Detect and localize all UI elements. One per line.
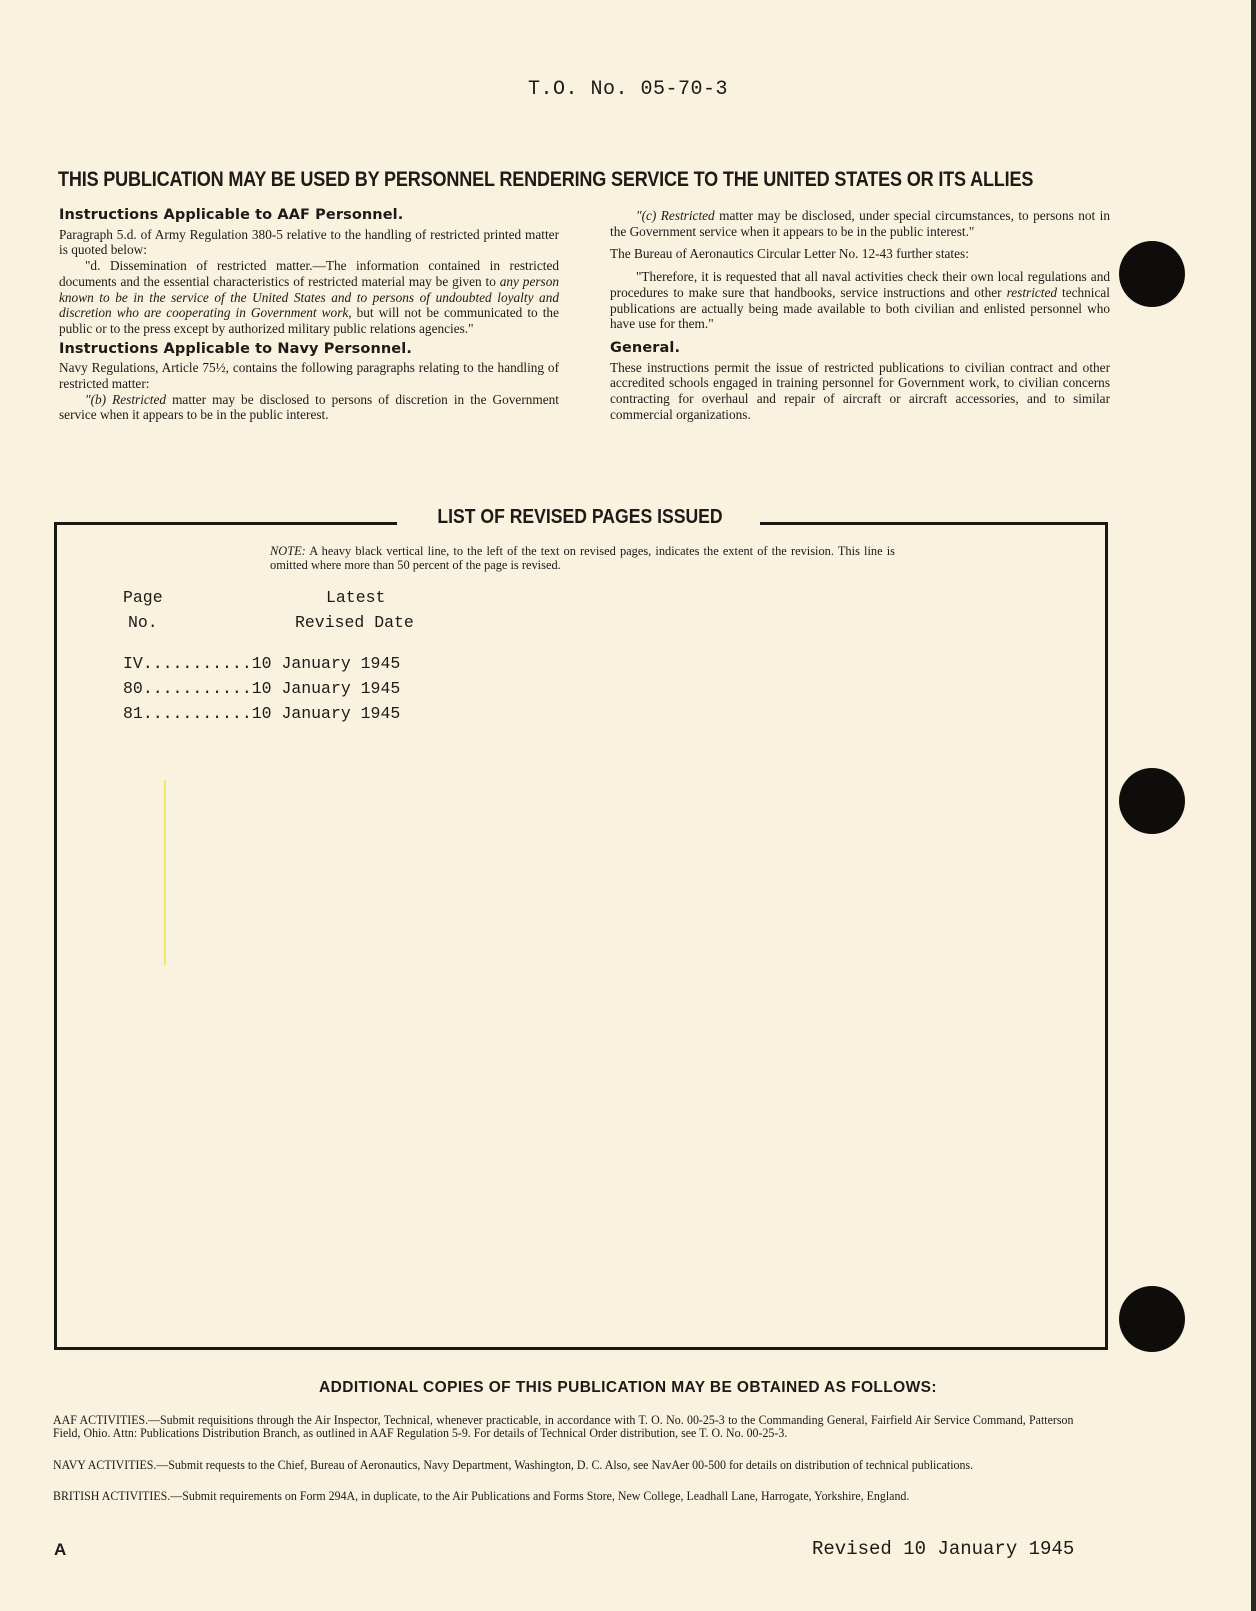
general-paragraph: These instructions permit the issue of restricted publications to civilian contract and other accredited schools engaged in training personnel for Government work, to civilian concerns contracting for overhaul and repair of aircraft or aircraft accessories, and to similar commercial organizations.	[610, 359, 1110, 422]
left-column	[59, 208, 559, 423]
page-number: IV	[123, 654, 143, 673]
bureau-quote-text: "Therefore, it is requested that all naval activities check their own local regulations and procedures to make sure that handbooks, service instructions and other	[610, 269, 1110, 300]
page-letter: A	[54, 1540, 67, 1559]
general-heading: General.	[610, 339, 681, 356]
revised-pages-rows	[123, 654, 400, 729]
revised-date: 10 January 1945	[251, 679, 401, 698]
technical-order-number: T.O. No. 05-70-3	[527, 78, 729, 101]
col-header-page: Page	[123, 588, 163, 607]
dot-leader: ...........	[142, 679, 252, 698]
aaf-instructions-heading: Instructions Applicable to AAF Personnel.	[59, 207, 404, 223]
navy-c-text: matter may be disclosed, under special circumstances, to persons not in the Government service when it appears to be in the public interest."	[610, 208, 1110, 239]
navy-b-label: "(b) Restricted	[85, 391, 167, 407]
page-edge-shadow	[1251, 0, 1256, 1611]
note-label: NOTE:	[270, 544, 306, 558]
navy-activities-paragraph: NAVY ACTIVITIES.—Submit requests to the Chief, Bureau of Aeronautics, Navy Department, Washington, D. C. Also, see NavAer 00-500 for details on distribution of technical publications.	[53, 1458, 974, 1472]
navy-instructions-heading: Instructions Applicable to Navy Personnel.	[59, 340, 412, 357]
revision-date-footer: Revised 10 January 1945	[812, 1538, 1075, 1560]
page-number: 81	[123, 704, 143, 723]
bureau-quote-text-end: technical publications are actually being made available to both civilian and enlisted personnel who have use for them."	[610, 284, 1111, 332]
navy-b-text: matter may be disclosed to persons of discretion in the Government service when it appears to be in the public interest.	[59, 391, 559, 423]
british-activities-paragraph: BRITISH ACTIVITIES.—Submit requirements on Form 294A, in duplicate, to the Air Publications and Forms Store, New College, Leadhall Lane, Harrogate, Yorkshire, England.	[53, 1489, 910, 1503]
revised-date: 10 January 1945	[251, 654, 401, 673]
binder-hole-icon	[1119, 1286, 1185, 1352]
col-header-revised-date: Revised Date	[295, 613, 414, 632]
table-row	[123, 704, 400, 729]
col-header-latest: Latest	[326, 588, 386, 607]
revised-pages-title: LIST OF REVISED PAGES ISSUED	[437, 506, 723, 528]
page-number: 80	[123, 679, 143, 698]
aaf-activities-paragraph: AAF ACTIVITIES.—Submit requisitions through the Air Inspector, Technical, whenever practicable, in accordance with T. O. No. 00-25-3 to the Commanding General, Fairfield Air Service Command, Patterson Field, Ohio. Attn: Publications Distribution Branch, as outlined in AAF Regulation 5-9. For details of Technical Order distribution, see T. O. No. 00-25-3.	[53, 1413, 1074, 1441]
navy-c-label: "(c) Restricted	[636, 208, 715, 223]
table-row	[123, 679, 400, 704]
bureau-intro-paragraph: The Bureau of Aeronautics Circular Letter No. 12-43 further states:	[610, 246, 969, 262]
revision-note	[270, 545, 895, 572]
col-header-no: No.	[128, 613, 158, 632]
revised-date: 10 January 1945	[251, 704, 401, 723]
right-column	[610, 208, 1110, 422]
table-row	[123, 654, 400, 679]
bureau-quote-emphasis: restricted	[1006, 284, 1058, 300]
publication-usage-banner: THIS PUBLICATION MAY BE USED BY PERSONNEL RENDERING SERVICE TO THE UNITED STATES OR ITS ALLIES	[58, 168, 1034, 191]
navy-b-paragraph	[59, 392, 559, 423]
binder-hole-icon	[1119, 768, 1185, 834]
dot-leader: ...........	[142, 704, 252, 723]
revised-pages-box	[54, 522, 1108, 1350]
dot-leader: ...........	[142, 654, 252, 673]
aaf-intro-paragraph: Paragraph 5.d. of Army Regulation 380-5 relative to the handling of restricted printed matter is quoted below:	[59, 226, 559, 258]
bureau-quote-paragraph	[610, 269, 1110, 332]
note-text: A heavy black vertical line, to the left of the text on revised pages, indicates the extent of the revision. This line is omitted where more than 50 percent of the page is revised.	[270, 544, 895, 572]
aaf-quote-paragraph	[59, 258, 559, 337]
box-rule-right	[760, 522, 1105, 525]
box-rule-left	[54, 522, 397, 525]
aaf-quote-text: "d. Dissemination of restricted matter.—The information contained in restricted documents and the essential characteristics of restricted material may be given to	[59, 258, 559, 289]
additional-copies-heading: ADDITIONAL COPIES OF THIS PUBLICATION MAY BE OBTAINED AS FOLLOWS:	[319, 1379, 937, 1396]
highlighter-mark	[164, 780, 166, 965]
binder-hole-icon	[1119, 241, 1185, 307]
navy-c-paragraph	[610, 208, 1110, 239]
aaf-quote-text-end: but will not be communicated to the public or to the press except by authorized military public relations agencies."	[59, 305, 559, 336]
navy-intro-paragraph: Navy Regulations, Article 75½, contains the following paragraphs relating to the handling of restricted matter:	[59, 360, 559, 392]
aaf-quote-emphasis: any person known to be in the service of the United States and to persons of undoubted loyalty and discretion who are cooperating in Government work,	[59, 273, 559, 321]
